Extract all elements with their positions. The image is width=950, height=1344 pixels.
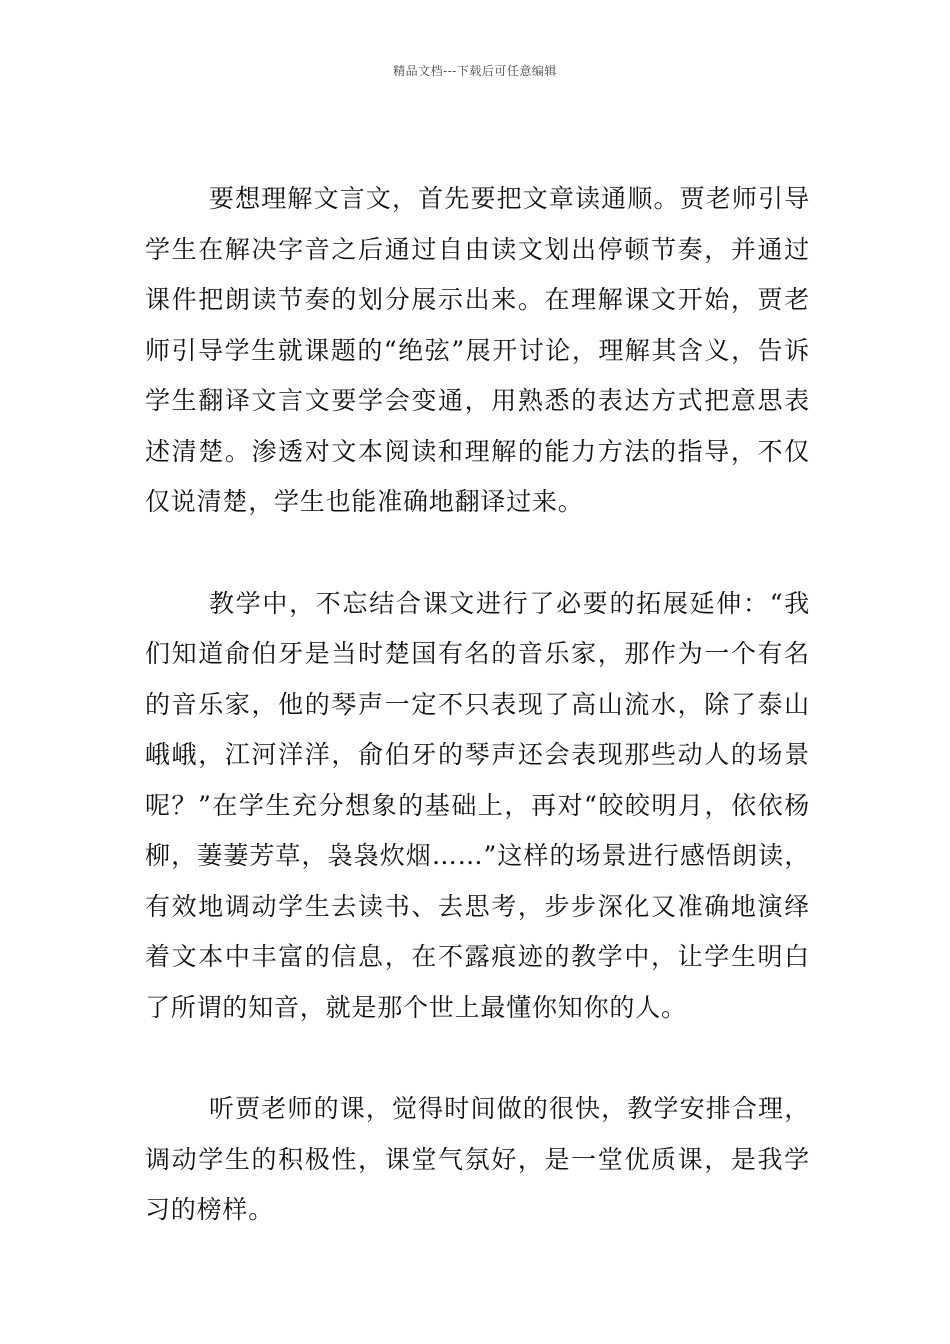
paragraph-2: 教学中，不忘结合课文进行了必要的拓展延伸：“我们知道俞伯牙是当时楚国有名的音乐家，那作为一个有名的音乐家，他的琴声一定不只表现了高山流水，除了泰山峨峨，江河洋洋，俞伯牙的琴声还会表现那些动人的场景呢？”在学生充分想象的基础上，再对“皎皎明月，依依杨柳，萋萋芳草，袅袅炊烟……”这样的场景进行感悟朗读，有效地调动学生去读书、去思考，步步深化又准确地演绎着文本中丰富的信息，在不露痕迹的教学中，让学生明白了所谓的知音，就是那个世上最懂你知你的人。 bbox=[145, 588, 810, 1022]
paragraph-3: 听贾老师的课，觉得时间做的很快，教学安排合理，调动学生的积极性，课堂气氛好，是一堂优质课，是我学习的榜样。 bbox=[145, 1094, 810, 1224]
paragraph-1: 要想理解文言文，首先要把文章读通顺。贾老师引导学生在解决字音之后通过自由读文划出停顿节奏，并通过课件把朗读节奏的划分展示出来。在理解课文开始，贾老师引导学生就课题的“绝弦”展开讨论，理解其含义，告诉学生翻译文言文要学会变通，用熟悉的表达方式把意思表述清楚。渗透对文本阅读和理解的能力方法的指导，不仅仅说清楚，学生也能准确地翻译过来。 bbox=[145, 184, 810, 516]
page-header: 精品文档---下载后可任意编辑 bbox=[393, 64, 557, 78]
document-body bbox=[145, 174, 810, 1236]
